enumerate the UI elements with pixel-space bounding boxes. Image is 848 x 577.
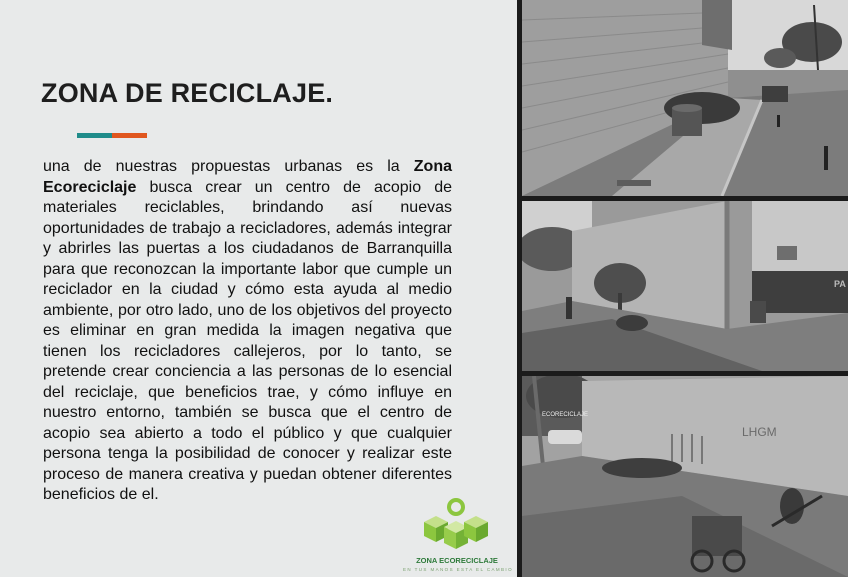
street-photo-wall <box>522 376 848 577</box>
zona-ecoreciclaje-logo <box>402 497 517 577</box>
street-photo-corner <box>522 201 848 371</box>
body-rest: busca crear un centro de acopio de materiales reciclables, brindando así nuevas oportunidades de trabajo a recicladores, además integrar y abrirles las puertas a los ciudadanos de Barranquilla para que reconozcan la importante labor que cumple un reciclador en la ciudad y cómo esta ayuda al medio ambiente, por otro lado, uno de los objetivos del proyecto es eliminar en gran medida la imagen negativa que tienen los recicladores callejeros, por lo tanto, se pretende crear conciencia a las personas de lo esencial del reciclaje, que beneficios trae, y cómo influye en nuestro entorno, también se busca que el centro de acopio sea abierto a todo el público y que cualquier persona tenga la posibilidad de conocer y realizar este proceso de manera creativa y puedan obtener diferentes beneficios de el. <box>43 178 452 503</box>
corner-building-image <box>522 201 848 371</box>
logo-tagline: EN TUS MANOS ESTA EL CAMBIO <box>403 567 513 572</box>
body-paragraph <box>43 157 452 506</box>
page-title: ZONA DE RECICLAJE. <box>41 78 334 108</box>
body-highlight: Zona Ecoreciclaje <box>43 158 452 196</box>
warehouse-street-image <box>522 0 848 196</box>
wall-sign-text: ECORECICLAJE <box>542 412 589 418</box>
accent-bar-teal <box>77 133 112 138</box>
body-intro: una de nuestras propuestas urbanas es la <box>43 158 414 175</box>
logo-name: ZONA ECORECICLAJE <box>416 556 498 565</box>
shop-sign-text: PA <box>834 279 846 289</box>
recycling-cubes-icon <box>402 497 517 555</box>
graffiti-wall-image <box>522 376 848 577</box>
street-photo-warehouse <box>522 0 848 196</box>
accent-bar-orange <box>112 133 147 138</box>
graffiti-text: LHGM <box>742 425 777 439</box>
